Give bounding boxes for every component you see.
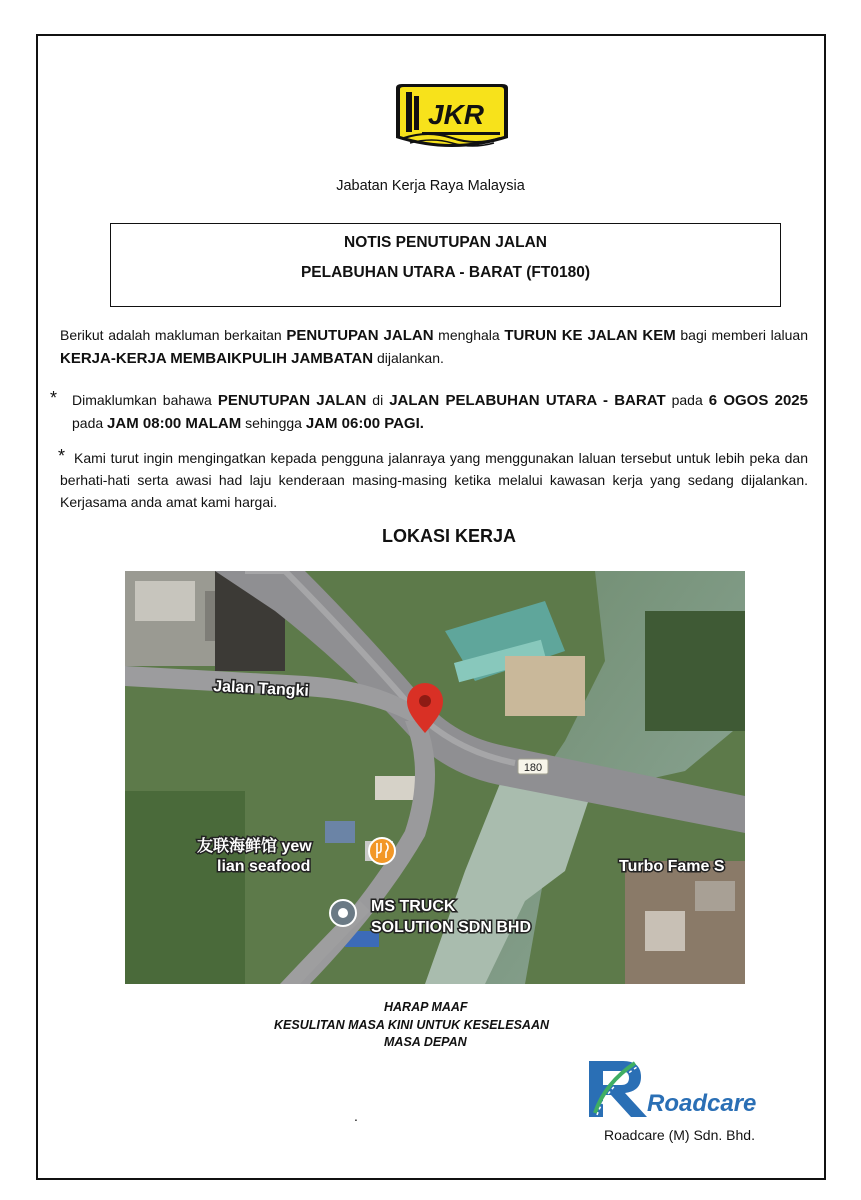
p3-text: Kami turut ingin mengingatkan kepada pengguna jalanraya yang menggunakan laluan tersebut untuk lebih peka dan berhati-hati serta awasi had laju kenderaan masing-masing ketika melalui kawasan kerja yang sedang dijalankan. Kerjasama anda amat kami hargai. (60, 450, 808, 510)
closing-line-3: MASA DEPAN (384, 1035, 467, 1049)
paragraph-reminder (60, 447, 808, 513)
agency-name: Jabatan Kerja Raya Malaysia (336, 178, 525, 194)
p2-bold-4: JAM 08:00 MALAM (107, 415, 242, 432)
svg-text:180: 180 (523, 762, 543, 774)
roadcare-logo (585, 1053, 795, 1121)
contractor-name: Roadcare (M) Sdn. Bhd. (604, 1127, 755, 1143)
poi-label-turbo-fame (619, 858, 725, 875)
svg-text:友联海鲜馆 yew: 友联海鲜馆 yew (197, 838, 312, 855)
stray-dot: . (354, 1108, 358, 1124)
p1-text-4: dijalankan. (373, 350, 444, 366)
closing-line-1: HARAP MAAF (384, 1000, 468, 1014)
notice-title: NOTIS PENUTUPAN JALAN (344, 234, 547, 251)
bullet-asterisk-1: * (50, 388, 58, 408)
p1-bold-1: PENUTUPAN JALAN (286, 327, 434, 344)
jkr-logo-text: JKR (428, 99, 485, 130)
bullet-asterisk-2: * (58, 446, 66, 466)
title-box (110, 223, 781, 307)
svg-text:MS TRUCK: MS TRUCK (371, 898, 456, 915)
roadcare-logo-text: Roadcare (647, 1090, 757, 1117)
restaurant-poi-icon (369, 838, 395, 864)
p1-bold-2: TURUN KE JALAN KEM (504, 327, 676, 344)
p1-text-1: Berikut adalah makluman berkaitan (60, 327, 287, 343)
svg-text:Turbo Fame S: Turbo Fame S (619, 858, 725, 875)
p2-bold-3: 6 OGOS 2025 (708, 392, 808, 409)
svg-text:SOLUTION SDN BHD: SOLUTION SDN BHD (371, 919, 531, 936)
p1-text-3: bagi memberi laluan (675, 327, 808, 343)
p2-text-3: pada (665, 392, 709, 408)
p1-text-2: menghala (433, 327, 505, 343)
p2-bold-5: JAM 06:00 PAGI. (305, 415, 424, 432)
svg-text:Jalan Tangki: Jalan Tangki (212, 678, 310, 701)
location-map (125, 571, 745, 984)
p2-text-4: pada (72, 415, 108, 431)
svg-text:lian seafood: lian seafood (217, 858, 311, 875)
p1-bold-3: KERJA-KERJA MEMBAIKPULIH JAMBATAN (60, 350, 374, 367)
paragraph-intro (60, 324, 808, 370)
closing-line-2: KESULITAN MASA KINI UNTUK KESELESAAN (274, 1018, 550, 1032)
section-heading-location: LOKASI KERJA (381, 526, 516, 546)
p2-bold-2: JALAN PELABUHAN UTARA - BARAT (389, 392, 666, 409)
business-poi-icon (330, 900, 356, 926)
p2-text-2: di (366, 392, 390, 408)
p2-text-1: Dimaklumkan bahawa (72, 392, 218, 408)
paragraph-closure-details (72, 389, 808, 435)
jkr-logo (392, 82, 512, 157)
p2-text-5: sehingga (241, 415, 306, 431)
route-badge (518, 759, 548, 774)
p2-bold-1: PENUTUPAN JALAN (217, 392, 367, 409)
notice-subtitle: PELABUHAN UTARA - BARAT (FT0180) (300, 264, 591, 281)
